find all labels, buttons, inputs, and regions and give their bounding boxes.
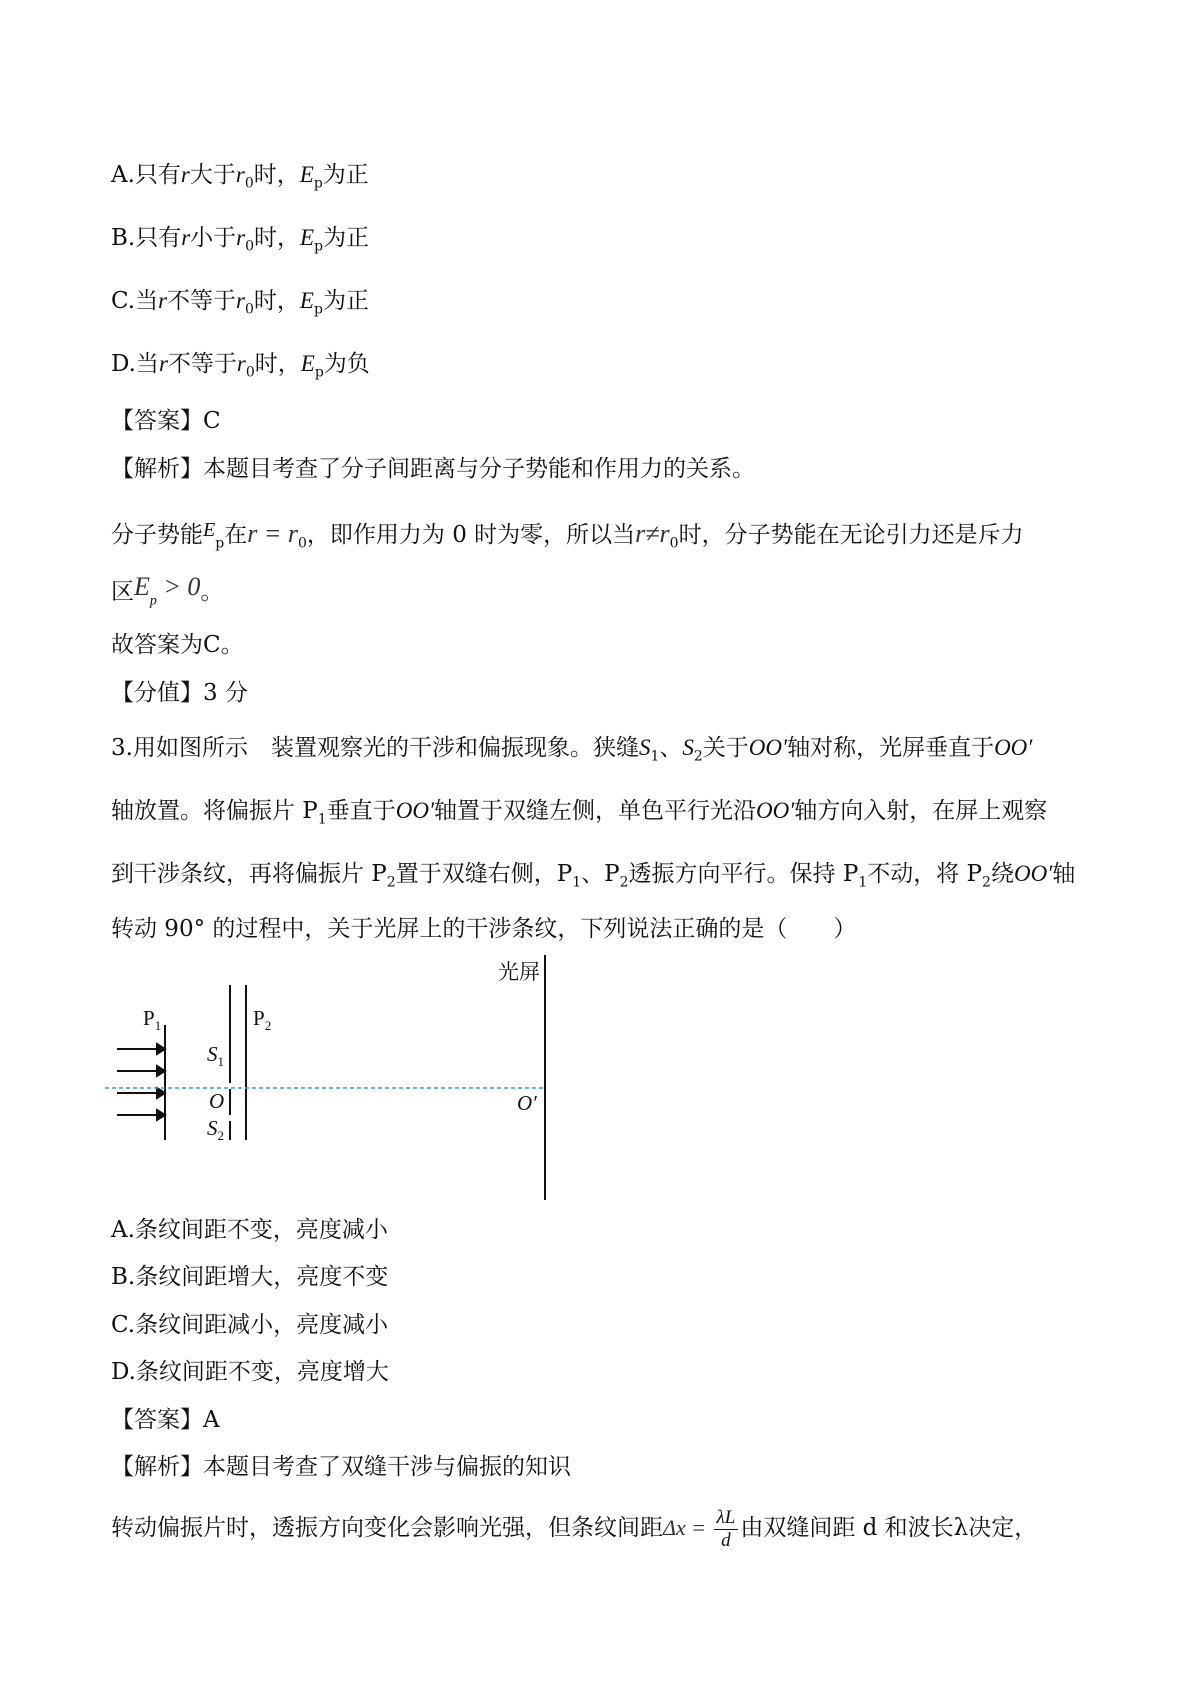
q3-option-c: C.条纹间距减小，亮度减小 — [111, 1312, 389, 1338]
q2-answer: 【答案】C — [111, 408, 221, 434]
q3-stem-line2: 轴放置。将偏振片 $P_1$垂直于OO′轴置于双缝左侧，单色平行光沿OO′轴方向入射，在屏上观察 — [111, 798, 1048, 828]
q3-option-a: A.条纹间距不变，亮度减小 — [111, 1217, 388, 1243]
q3-option-b: B.条纹间距增大，亮度不变 — [111, 1264, 389, 1290]
q2-conclusion: 故答案为C。 — [111, 632, 244, 658]
q3-explanation-line1: 转动偏振片时，透振方向变化会影响光强，但条纹间距Δx = $\frac{\lambda L}{d}$ 由双缝间距 d 和波长λ决定， — [111, 1506, 1038, 1551]
incident-light-arrows — [117, 1044, 165, 1120]
label-o: O — [209, 1089, 225, 1113]
label-s2: $S_2$ — [207, 1116, 224, 1143]
option-a: A.只有r大于$r_0$时，$E_p$为正 — [111, 162, 369, 192]
q2-explanation-line2: 区$E_p > 0$。 — [111, 572, 224, 609]
q3-option-d: D.条纹间距不变，亮度增大 — [111, 1359, 389, 1385]
label-p2: $P_2$ — [253, 1006, 272, 1033]
q3-stem-line3: 到干涉条纹，再将偏振片 $P_2$置于双缝右侧，$P_1$、$P_2$透振方向平行。保持 $P_1$不动，将 $P_2$绕OO′轴 — [111, 861, 1076, 891]
q3-answer: 【答案】A — [111, 1407, 220, 1433]
q3-stem-line1: 3.用如图所示 装置观察光的干涉和偏振现象。狭缝$S_1$、$S_2$关于OO′轴对称，光屏垂直于OO′ — [111, 735, 1033, 765]
q3-stem-line4: 转动 90° 的过程中，关于光屏上的干涉条纹，下列说法正确的是（ ） — [111, 916, 857, 942]
q2-explanation-line1: 分子势能$E_p$在$r = r_0$，即作用力为 0 时为零，所以当$r\ne r_0$时，分子势能在无论引力还是斥力 — [111, 519, 1024, 552]
option-c: C.当r不等于$r_0$时，$E_p$为正 — [111, 288, 369, 318]
q3-analysis: 【解析】本题目考查了双缝干涉与偏振的知识 — [111, 1454, 571, 1480]
interference-diagram — [105, 955, 565, 1210]
label-o-prime: O′ — [517, 1091, 537, 1115]
option-b: B.只有r小于$r_0$时，$E_p$为正 — [111, 225, 370, 255]
label-p1: $P_1$ — [143, 1006, 162, 1033]
q2-score: 【分值】3 分 — [111, 680, 248, 706]
fraction-lambda-l-over-d: $\frac{\lambda L}{d}$ — [714, 1507, 739, 1552]
screen-label: 光屏 — [498, 960, 540, 984]
option-d: D.当r不等于$r_0$时，$E_p$为负 — [111, 351, 370, 381]
label-s1: $S_1$ — [207, 1042, 224, 1069]
q2-analysis: 【解析】本题目考查了分子间距离与分子势能和作用力的关系。 — [111, 456, 755, 482]
